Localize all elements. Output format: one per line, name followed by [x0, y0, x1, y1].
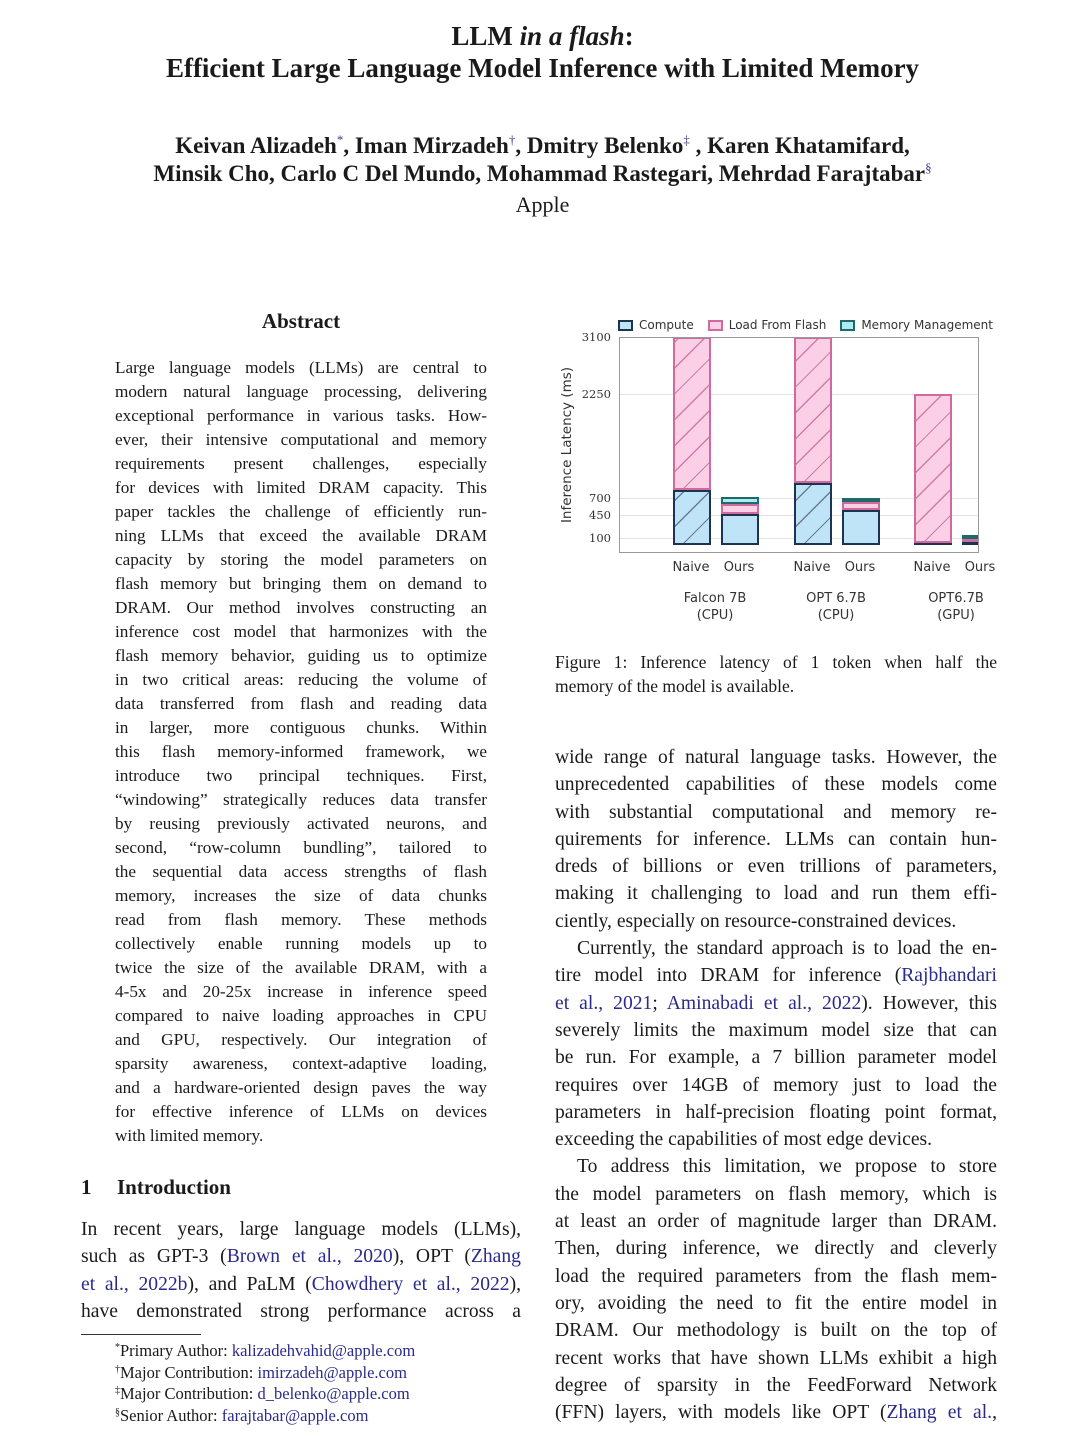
footnote-item: [115, 1340, 415, 1362]
bar-segment-mem: [842, 498, 880, 502]
paragraph-line: [555, 1235, 997, 1262]
author-separator: ,: [515, 133, 527, 158]
author-list: [0, 132, 1085, 188]
caption-line: Figure 1: Inference latency of 1 token when half the: [555, 652, 997, 672]
text-run: ), OPT (: [392, 1246, 471, 1268]
text-run: ,: [992, 1402, 997, 1424]
abstract-line: flash memory but bringing them on demand to: [115, 574, 487, 593]
legend-swatch-icon: [708, 320, 723, 331]
paragraph-line: [81, 1243, 521, 1270]
group-label-line: OPT 6.7B: [806, 591, 866, 606]
footnote-mark: ‡: [115, 1385, 120, 1396]
footnote-item: [115, 1405, 415, 1427]
text-run: severely limits the maximum model size that can: [555, 1019, 997, 1041]
footnote-mark[interactable]: §: [925, 160, 932, 175]
section-heading-introduction: 1 Introduction: [81, 1175, 231, 1199]
abstract-line: requirements present challenges, especially: [115, 454, 487, 473]
abstract-line: for effective inference of LLMs on devices: [115, 1102, 487, 1121]
bar-segment-compute: [842, 510, 880, 545]
text-run: ory, avoiding the need to fit the entire model in: [555, 1292, 997, 1314]
y-tick-label: 450: [589, 507, 611, 522]
email-link[interactable]: d_belenko@apple.com: [257, 1384, 410, 1403]
x-tick-label: Naive: [913, 560, 951, 575]
footnote-label: Senior Author:: [120, 1405, 222, 1425]
abstract-line: introduce two principal techniques. First,: [115, 766, 487, 785]
text-run: with substantial computational and memory re-: [555, 801, 997, 823]
y-axis-label: Inference Latency (ms): [559, 366, 575, 524]
paragraph-line: [555, 1372, 997, 1399]
bar-segment-flash: [794, 337, 832, 483]
abstract-line: exceptional performance in various tasks. How-: [115, 406, 487, 425]
email-link[interactable]: farajtabar@apple.com: [221, 1405, 369, 1425]
citation-link[interactable]: Zhang et al.: [886, 1402, 993, 1424]
bar-segment-mem: [962, 535, 979, 539]
text-run: Then, during inference, we directly and cleverly: [555, 1238, 997, 1260]
chart-legend: [618, 318, 1007, 334]
group-label: [806, 590, 866, 624]
y-tick-label: 3100: [581, 330, 611, 345]
text-run: ),: [509, 1273, 522, 1295]
abstract-line: DRAM. Our method involves constructing an: [115, 598, 487, 617]
x-tick-label: Naive: [672, 560, 710, 575]
paragraph-line: [555, 1290, 997, 1317]
legend-label: Load From Flash: [728, 318, 827, 332]
y-tick-label: 100: [589, 531, 611, 546]
paragraph-line: [555, 1017, 997, 1044]
paragraph-line: [555, 1072, 997, 1099]
email-link[interactable]: kalizadehvahid@apple.com: [231, 1341, 416, 1360]
footnote-mark: *: [115, 1342, 120, 1353]
intro-right-column: [555, 744, 997, 1426]
paragraph-line: [555, 826, 997, 853]
paragraph-line: [555, 771, 997, 798]
paragraph-line: [555, 1263, 997, 1290]
paragraph-line: [555, 962, 997, 989]
abstract-line: capacity by storing the model parameters on: [115, 550, 487, 569]
x-tick-label: Ours: [844, 560, 876, 575]
abstract-line: this flash memory-informed framework, we: [115, 742, 487, 761]
abstract-line: and a hardware-oriented design paves the way: [115, 1078, 487, 1097]
abstract-line: paper tackles the challenge of efficiently run-: [115, 502, 487, 521]
abstract-line: 4-5x and 20-25x increase in inference speed: [115, 982, 487, 1001]
abstract-line: and GPU, respectively. Our integration of: [115, 1030, 487, 1049]
abstract-line: modern natural language processing, delivering: [115, 382, 487, 401]
text-run: exceeding the capabilities of most edge devices.: [555, 1129, 933, 1151]
text-run: ciently, especially on resource-constrained devices.: [555, 910, 957, 932]
paragraph-line: [81, 1298, 521, 1325]
text-run: have demonstrated strong performance across a: [81, 1300, 521, 1322]
title-line-2: Efficient Large Language Model Inference with Limited Memory: [165, 53, 920, 83]
abstract-body: [115, 356, 487, 1148]
abstract-line: compared to naive loading approaches in CPU: [115, 1006, 487, 1025]
text-run: load the required parameters from the flash mem-: [555, 1265, 997, 1287]
text-run: unprecedented capabilities of these models come: [555, 774, 997, 796]
bar-segment-compute: [721, 514, 759, 545]
group-label-line: (CPU): [817, 608, 855, 623]
footnote-mark: §: [115, 1406, 120, 1418]
authors-line-2: Minsik Cho, Carlo C Del Mundo, Mohammad Rastegari, Mehrdad Farajtabar§: [153, 160, 932, 186]
email-link[interactable]: imirzadeh@apple.com: [257, 1362, 407, 1382]
abstract-line: memory, increases the size of data chunks: [115, 886, 487, 905]
citation-link[interactable]: Aminabadi et al., 2022: [666, 992, 862, 1014]
abstract-line: read from flash memory. These methods: [115, 910, 487, 929]
intro-left-column: [81, 1216, 521, 1325]
paragraph-line: [555, 935, 997, 962]
abstract-line: data transferred from flash and reading data: [115, 694, 487, 713]
text-run: requires over 14GB of memory just to load the: [555, 1074, 997, 1096]
bar-segment-mem: [721, 497, 759, 504]
paragraph-line: [555, 1399, 997, 1426]
bar-segment-compute: [673, 490, 711, 545]
x-tick-label: Naive: [793, 560, 831, 575]
group-label-line: (GPU): [937, 608, 975, 623]
affiliation: Apple: [515, 192, 570, 217]
text-run: degree of sparsity in the FeedForward Network: [555, 1374, 997, 1396]
abstract-line: in two critical areas: reducing the volume of: [115, 670, 487, 689]
legend-item: [708, 318, 827, 332]
paragraph-line: [555, 1317, 997, 1344]
paragraph-line: [555, 1345, 997, 1372]
bar-segment-flash: [914, 394, 952, 542]
group-label-line: OPT6.7B: [928, 591, 984, 606]
text-run: be run. For example, a 7 billion parameter model: [555, 1047, 997, 1069]
abstract-line: inference cost model that harmonizes with the: [115, 622, 487, 641]
text-run: To address this limitation, we propose to store: [577, 1156, 997, 1178]
footnotes: [115, 1340, 415, 1426]
title-italic: in a flash: [519, 21, 625, 51]
y-tick-label: 2250: [581, 387, 611, 402]
author-name: Keivan Alizadeh: [175, 133, 337, 158]
paragraph-line: [555, 1099, 997, 1126]
figure-caption: [555, 650, 997, 698]
y-tick-label: 700: [589, 491, 611, 506]
citation-link[interactable]: Rajbhandari: [901, 965, 997, 987]
footnote-label: Primary Author:: [120, 1341, 232, 1360]
abstract-line: “windowing” strategically reduces data transfer: [115, 790, 487, 809]
text-run: making it challenging to load and run them effi-: [555, 883, 997, 905]
footnote-item: [115, 1362, 415, 1384]
abstract-line: twice the size of the available DRAM, with a: [115, 958, 487, 977]
legend-label: Memory Management: [861, 318, 993, 332]
citation-link[interactable]: Chowdhery et al., 2022: [311, 1273, 510, 1295]
paragraph-line: [555, 1044, 997, 1071]
text-run: In recent years, large language models (LLMs),: [81, 1219, 521, 1240]
paragraph-line: [555, 744, 997, 771]
footnote-mark: †: [115, 1363, 120, 1375]
paragraph-line: [555, 799, 997, 826]
footnote-mark[interactable]: †: [508, 132, 516, 147]
text-run: Currently, the standard approach is to load the en-: [577, 938, 997, 960]
author-name: Iman Mirzadeh: [354, 133, 509, 158]
bar-segment-flash: [842, 502, 880, 510]
paragraph-line: [555, 853, 997, 880]
bar-segment-flash: [721, 504, 759, 514]
x-tick-label: Ours: [723, 560, 755, 575]
paragraph-line: [555, 1181, 997, 1208]
paragraph-line: [555, 1126, 997, 1153]
text-run: the model parameters on flash memory, which is: [555, 1183, 997, 1205]
paragraph-line: [555, 990, 997, 1017]
title-line-1: LLM in a flash:: [451, 21, 634, 51]
text-run: parameters in half-precision floating point format,: [555, 1101, 997, 1123]
text-run: recent works that have shown LLMs exhibit a high: [555, 1347, 997, 1369]
figure-1-chart: [555, 310, 995, 630]
group-label-line: (CPU): [696, 608, 734, 623]
text-run: (FFN) layers, with models like OPT (: [555, 1402, 887, 1424]
text-run: dreds of billions or even trillions of parameters,: [555, 856, 997, 878]
footnote-mark[interactable]: ‡: [683, 132, 690, 147]
text-run: ;: [652, 992, 667, 1014]
authors-line-1: [0, 132, 1085, 160]
author-separator: ,: [343, 133, 355, 158]
abstract-line: sparsity awareness, context-adaptive loading,: [115, 1054, 487, 1073]
author-separator: ,: [689, 133, 708, 158]
legend-item: [618, 318, 694, 332]
text-run: tire model into DRAM for inference (: [555, 965, 902, 987]
legend-item: [840, 318, 993, 332]
citation-link[interactable]: et al., 2022b: [81, 1273, 188, 1295]
author-name: Dmitry Belenko: [526, 133, 684, 158]
footnote-item: [115, 1383, 415, 1405]
paragraph-line: [81, 1216, 521, 1243]
abstract-line: for devices with limited DRAM capacity. This: [115, 478, 487, 497]
group-label: [684, 590, 747, 624]
abstract-line: by reusing previously activated neurons, and: [115, 814, 487, 833]
caption-line: memory of the model is available.: [555, 676, 795, 696]
footnote-label: Major Contribution:: [120, 1362, 258, 1382]
text-run: ), and PaLM (: [187, 1273, 312, 1295]
citation-link[interactable]: et al., 2021: [555, 992, 653, 1014]
bar-segment-flash: [673, 337, 711, 490]
legend-swatch-icon: [618, 320, 633, 331]
abstract-line: collectively enable running models up to: [115, 934, 487, 953]
paper-title: [0, 20, 1085, 84]
abstract-line: the sequential data access strengths of flash: [115, 862, 487, 881]
author-name: Karen Khatamifard,: [707, 133, 910, 158]
abstract-line: Large language models (LLMs) are central to: [115, 358, 487, 377]
footnote-mark[interactable]: *: [336, 132, 344, 147]
text-run: quirements for inference. LLMs can contain hun-: [555, 828, 997, 850]
plot-area: [619, 337, 979, 553]
group-label: [928, 590, 984, 624]
abstract-line: second, “row-column bundling”, tailored to: [115, 838, 487, 857]
footnote-label: Major Contribution:: [120, 1384, 258, 1403]
paragraph-line: [555, 1208, 997, 1235]
abstract-line: flash memory behavior, guiding us to optimize: [115, 646, 487, 665]
abstract-line: with limited memory.: [115, 1126, 264, 1145]
bar-segment-compute: [794, 483, 832, 545]
paragraph-line: [555, 1153, 997, 1180]
x-tick-label: Ours: [964, 560, 996, 575]
citation-link[interactable]: Brown et al., 2020: [226, 1246, 393, 1268]
text-run: at least an order of magnitude larger than DRAM.: [555, 1211, 997, 1233]
group-label-line: Falcon 7B: [683, 591, 747, 606]
abstract-line: in larger, more contiguous chunks. Within: [115, 718, 487, 737]
text-run: ). However, this: [861, 992, 997, 1014]
footnote-divider: [81, 1334, 201, 1335]
text-run: wide range of natural language tasks. However, the: [555, 747, 997, 768]
abstract-line: ever, their intensive computational and memory: [115, 430, 487, 449]
paragraph-line: [555, 908, 997, 935]
abstract-heading: Abstract: [261, 309, 341, 333]
text-run: such as GPT-3 (: [81, 1246, 227, 1268]
paragraph-line: [81, 1271, 521, 1298]
paragraph-line: [555, 880, 997, 907]
abstract-line: ning LLMs that exceed the available DRAM: [115, 526, 487, 545]
legend-swatch-icon: [840, 320, 855, 331]
legend-label: Compute: [639, 318, 694, 332]
text-run: DRAM. Our methodology is built on the top of: [555, 1320, 997, 1342]
citation-link[interactable]: Zhang: [470, 1246, 521, 1268]
